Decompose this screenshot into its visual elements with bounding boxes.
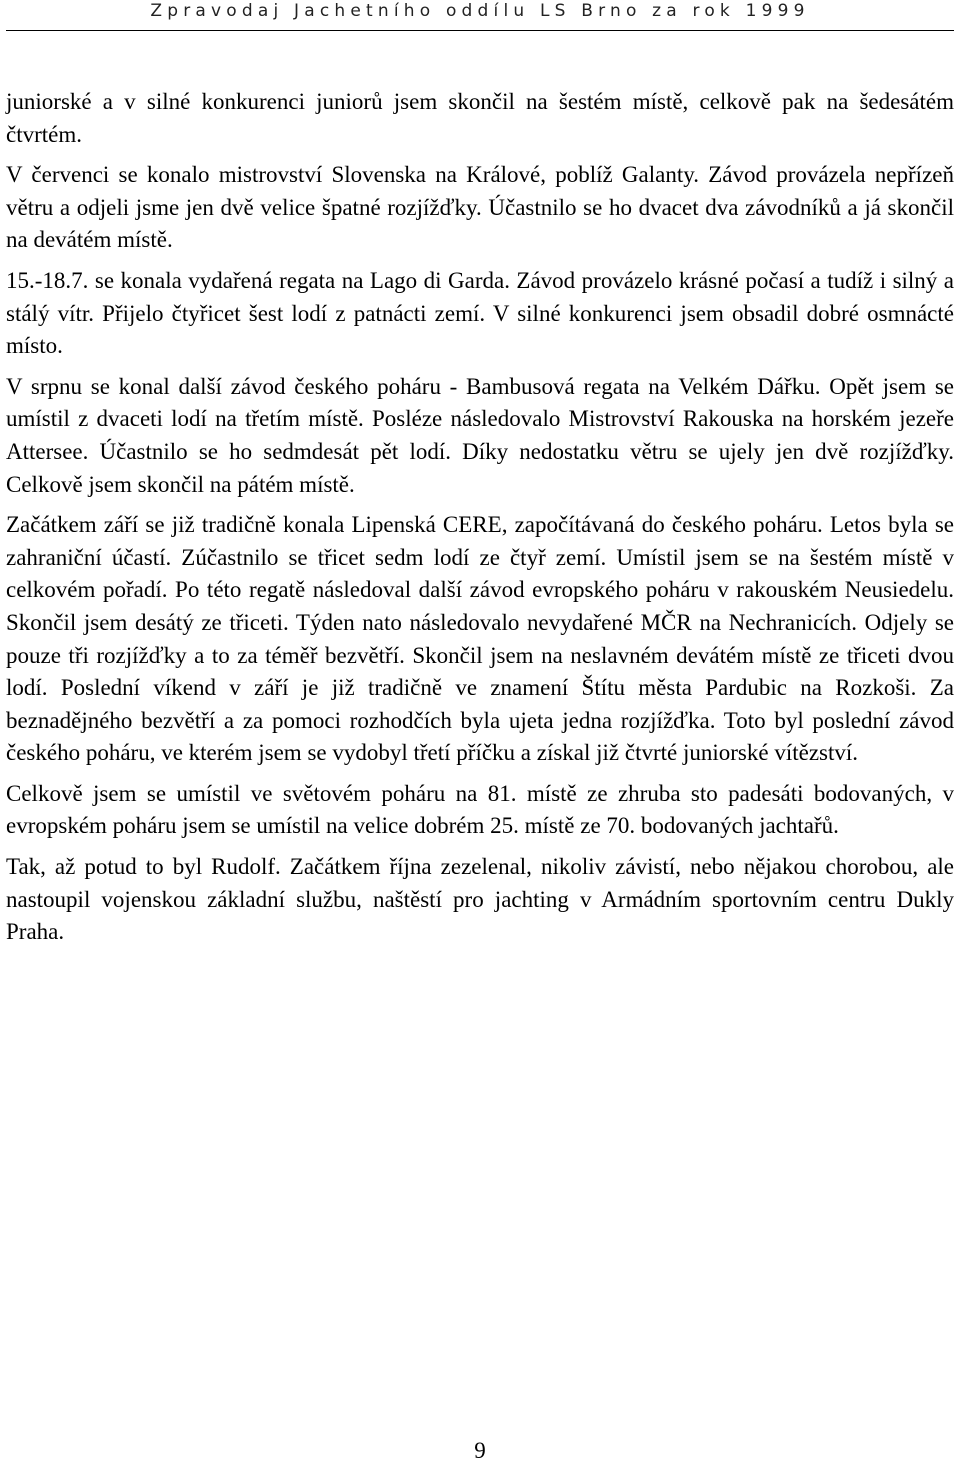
header-rule <box>6 30 954 31</box>
article-body <box>6 86 954 957</box>
running-header: Zpravodaj Jachetního oddílu LS Brno za rok 1999 <box>150 1 810 21</box>
paragraph: Tak, až potud to byl Rudolf. Začátkem října zezelenal, nikoliv závistí, nebo nějakou chorobou, ale nastoupil vojenskou základní službu, naštěstí pro jachting v Armádním sportovním centru Dukly Praha. <box>6 854 954 945</box>
paragraph: V červenci se konalo mistrovství Slovenska na Králové, poblíž Galanty. Závod provázela nepřízeň větru a odjeli jsme jen dvě velice špatné rozjížďky. Účastnilo se ho dvacet dva závodníků a já skončil na devátém místě. <box>6 162 954 253</box>
paragraph: 15.-18.7. se konala vydařená regata na Lago di Garda. Závod provázelo krásné počasí a tudíž i silný a stálý vítr. Přijelo čtyřicet šest lodí z patnácti zemí. V silné konkurenci jsem obsadil dobré osmnácté místo. <box>6 267 954 359</box>
paragraph: V srpnu se konal další závod českého poháru - Bambusová regata na Velkém Dářku. Opět jsem se umístil z dvaceti lodí na třetím místě. Posléze následovalo Mistrovství Rakouska na horském jezeře Attersee. Účastnilo se ho sedmdesát pět lodí. Díky nedostatku větru se ujely jen dvě rozjížďky. Celkově jsem skončil na pátém místě. <box>6 373 954 497</box>
paragraph: Celkově jsem se umístil ve světovém poháru na 81. místě ze zhruba sto padesáti bodovaných, v evropském poháru jsem se umístil na velice dobrém 25. místě ze 70. bodovaných jachtařů. <box>6 780 954 839</box>
paragraph: juniorské a v silné konkurenci juniorů jsem skončil na šestém místě, celkově pak na šedesátém čtvrtém. <box>6 89 954 147</box>
paragraph: Začátkem září se již tradičně konala Lipenská CERE, započítávaná do českého poháru. Letos byla se zahraniční účastí. Zúčastnilo se třicet sedm lodí ze čtyř zemí. Umístil jsem se na šestém místě v celkovém pořadí. Po této regatě následoval další závod evropského poháru v rakouském Neusiedelu. Skončil jsem desátý ze třiceti. Týden nato následovalo nevydařené MČR na Nechranicích. Odjely se pouze tři rozjížďky a to za téměř bezvětří. Skončil jsem na neslavném devátém místě ze třiceti dvou lodí. Poslední víkend v září je již tradičně ve znamení Štítu města Pardubic na Rozkoši. Za beznadějného bezvětří a za pomoci rozhodčích byla ujeta jedna rozjížďka. Toto byl poslední závod českého poháru, ve kterém jsem se vydobyl třetí příčku a získal již čtvrté juniorské vítězství. <box>6 512 954 766</box>
page-number: 9 <box>474 1438 486 1463</box>
